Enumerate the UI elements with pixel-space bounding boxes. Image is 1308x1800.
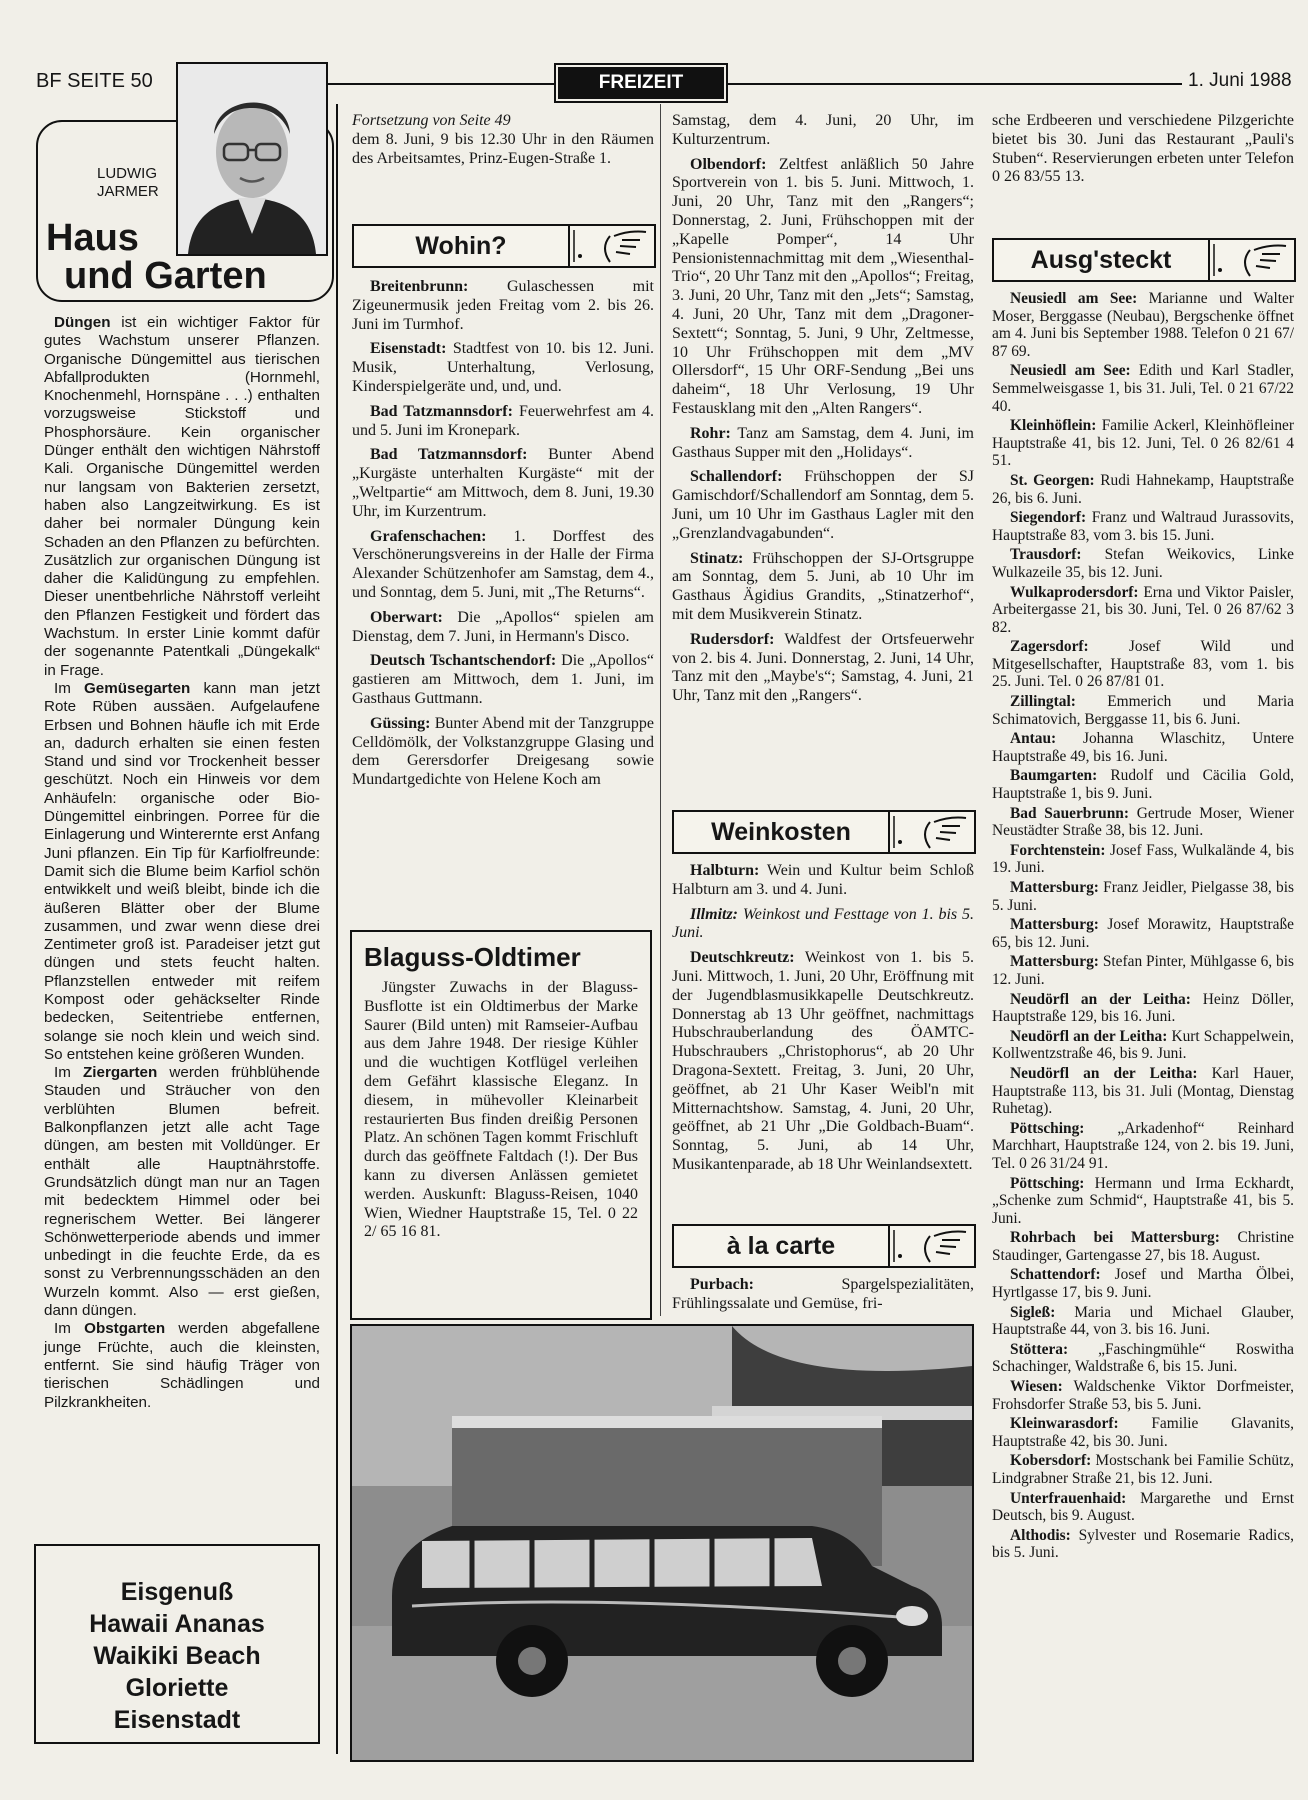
listing-text: Erna und Viktor Paisler, Arbeitergasse 21, bis 30. Juni, Tel. 0 26 87/62 3 82. bbox=[992, 583, 1294, 636]
listing-entry bbox=[672, 949, 974, 1175]
listing-text: Frühschoppen der SJ Gamischdorf/Schallendorf am Sonntag, dem 5. Juni, um 10 Uhr im Gasthaus Lagler mit den „Grenzlandvagabunden“. bbox=[672, 468, 974, 542]
col2-rule bbox=[660, 104, 661, 1316]
paragraph-run: werden abgefallene junge Früchte, auch die kleinsten, entfernt. Sie sind häufig Träger von tierischen Schädlingen und Pilzkrankheiten. bbox=[44, 1320, 320, 1411]
listing-text: Sylvester und Rosemarie Radics, bis 5. Juni. bbox=[992, 1526, 1294, 1562]
listing-text: Die „Apollos“ spielen am Dienstag, dem 7. Juni, in Hermann's Disco. bbox=[352, 608, 654, 645]
paragraph-run: Gemüsegarten bbox=[83, 679, 191, 697]
listing-place: Mattersburg: bbox=[1010, 916, 1099, 934]
listing-entry bbox=[992, 1175, 1294, 1228]
listing-place: Eisenstadt: bbox=[370, 340, 447, 358]
listing-text: Margarethe und Ernst Deutsch, bis 9. August. bbox=[992, 1489, 1294, 1525]
listing-text: Heinz Döller, Hauptstraße 129, bis 16. Juni. bbox=[992, 990, 1294, 1026]
listing-place: Purbach: bbox=[690, 1276, 754, 1293]
eisgenuss-ad bbox=[34, 1544, 320, 1744]
garden-paragraph bbox=[44, 1064, 320, 1320]
listing-place: Althodis: bbox=[1010, 1526, 1071, 1544]
listing-text: Stefan Pinter, Mühlgasse 6, bis 12. Juni. bbox=[992, 953, 1294, 988]
listing-entry bbox=[992, 1490, 1294, 1525]
listing-place: Rudersdorf: bbox=[690, 630, 775, 648]
col4-top bbox=[992, 112, 1294, 187]
listing-entry bbox=[352, 528, 654, 603]
listing-entry bbox=[672, 425, 974, 463]
listing-entry bbox=[992, 1341, 1294, 1376]
listing-place: Sigleß: bbox=[1010, 1303, 1056, 1321]
listing-entry bbox=[672, 862, 974, 900]
listing-entry bbox=[672, 631, 974, 706]
listing-entry bbox=[992, 1304, 1294, 1339]
listing-place: Bad Sauerbrunn: bbox=[1010, 804, 1129, 822]
ausgsteckt-list bbox=[992, 290, 1294, 1564]
section-label bbox=[558, 67, 724, 99]
oldtimer-bus-photo bbox=[352, 1326, 972, 1760]
listing-entry bbox=[352, 652, 654, 708]
listing-text: Hermann und Irma Eckhardt, „Schenke zum Schmid“, Hauptstraße 41, bis 5. Juni. bbox=[992, 1174, 1294, 1227]
paragraph-run: kann man jetzt Rote Rüben aussäen. Aufgelaufene Erbsen und Bohnen häufle ich mit Erde an, dadurch erhalten sie einen festen Stand und sind vor Trockenheit besser geschützt. Noch ein Hinweis vor dem Anhäufeln: organische oder Bio-Düngemittel einbringen. Porree für die Einlagerung und Winterernte erst Anfang Juni pflanzen. Ein Tip für Karfiolfreunde: Damit sich die Blume beim Karfiol schön entwikkelt und weiß bleibt, binde ich die äußeren Blätter ober der Blume zusammen, und zwar wenn diese drei Zentimeter groß ist. Paradeiser jetzt gut düngen und stets feucht halten. Pflanzstellen entweder mit reifem Kompost oder gehäckselter Rinde bedecken, Seitentriebe entfernen, solange sie noch klein und weich sind. So entstehen keine größeren Wunden. bbox=[44, 679, 320, 1063]
author-portrait-icon bbox=[178, 64, 326, 254]
listing-text: Kurt Schappelwein, Kollwentzstraße 46, bis 9. Juni. bbox=[992, 1027, 1294, 1063]
listing-text: Die „Apollos“ gastieren am Mittwoch, dem 1. Juni, im Gasthaus Guttmann. bbox=[352, 652, 654, 707]
ad-line: Hawaii Ananas bbox=[89, 1610, 265, 1638]
listing-entry bbox=[992, 1229, 1294, 1264]
haus-garten-paragraphs bbox=[44, 314, 320, 1412]
listing-place: Rohr: bbox=[690, 424, 731, 442]
listing-entry bbox=[352, 403, 654, 441]
listing-place: Neudörfl an der Leitha: bbox=[1010, 1064, 1198, 1082]
listing-text: Spargelspezialitäten, Frühlingssalate und Gemüse, fri- bbox=[672, 1276, 974, 1312]
listing-place: Neusiedl am See: bbox=[1010, 362, 1131, 380]
blaguss-title: Blaguss-Oldtimer bbox=[364, 942, 581, 972]
continued-note bbox=[352, 112, 654, 168]
listing-text: Wein und Kultur beim Schloß Halbturn am 3. und 4. Juni. bbox=[672, 862, 974, 898]
listing-entry bbox=[672, 112, 974, 150]
author-first-name: LUDWIG bbox=[97, 165, 157, 182]
continued-from: Fortsetzung von Seite 49 bbox=[352, 112, 511, 129]
listing-text: Franz Jeidler, Pielgasse 38, bis 5. Juni. bbox=[992, 879, 1294, 914]
listing-place: Mattersburg: bbox=[1010, 953, 1099, 971]
paragraph-run: Im bbox=[54, 679, 84, 697]
ad-line: Gloriette bbox=[125, 1674, 229, 1702]
listing-entry bbox=[992, 1452, 1294, 1487]
listing-entry bbox=[992, 1266, 1294, 1301]
weinkosten-list bbox=[672, 862, 974, 1181]
paragraph-run: Im bbox=[54, 1320, 85, 1338]
header-rule-left bbox=[326, 83, 558, 85]
pointing-hand-icon bbox=[1210, 240, 1294, 280]
paragraph-run: Düngen bbox=[54, 314, 111, 331]
listing-entry bbox=[992, 1120, 1294, 1173]
listing-text: Josef Wild und Mitgesellschafter, Hauptstraße 83, vom 1. bis 25. Juni. Tel. 0 26 87/81 01. bbox=[992, 638, 1294, 691]
listing-entry bbox=[352, 609, 654, 647]
listing-place: St. Georgen: bbox=[1010, 471, 1095, 489]
author-last-name: JARMER bbox=[97, 183, 159, 200]
col1-rule bbox=[336, 104, 338, 1754]
listing-place: Bad Tatzmannsdorf: bbox=[370, 402, 513, 420]
listing-place: Breitenbrunn: bbox=[370, 278, 469, 295]
listing-place: Antau: bbox=[1010, 730, 1057, 748]
listing-entry bbox=[992, 1378, 1294, 1413]
pointing-hand-icon bbox=[570, 226, 654, 266]
listing-text: Franz und Waltraud Jurassovits, Hauptstraße 83, vom 3. bis 15. Juni. bbox=[992, 509, 1294, 544]
listing-text: „Faschingmühle“ Roswitha Schachinger, Waldstraße 6, bis 15. Juni. bbox=[992, 1340, 1294, 1376]
header-rule-right bbox=[728, 83, 1182, 85]
listing-text: Stadtfest von 10. bis 12. Juni. Musik, Unterhaltung, Verlosung, Kinderspielgeräte und, und, und. bbox=[352, 340, 654, 395]
wohin-list bbox=[352, 278, 654, 796]
listing-text: Stefan Weikovics, Linke Wulkazeile 35, bis 12. Juni. bbox=[992, 546, 1294, 581]
listing-text: Bunter Abend „Kurgäste unterhalten Kurgäste“ mit der „Weltpartie“ am Mittwoch, dem 8. Juni, 19.30 Uhr, im Kurzentrum. bbox=[352, 446, 655, 520]
listing-text: Christine Staudinger, Gartengasse 27, bis 18. August. bbox=[992, 1229, 1294, 1264]
listing-entry bbox=[992, 953, 1294, 988]
listing-place: Güssing: bbox=[370, 714, 431, 732]
listing-entry bbox=[992, 1415, 1294, 1450]
listing-entry bbox=[992, 472, 1294, 507]
ad-line: Eisenstadt bbox=[113, 1706, 241, 1734]
intro-text: dem 8. Juni, 9 bis 12.30 Uhr in den Räumen des Arbeitsamtes, Prinz-Eugen-Straße 1. bbox=[352, 130, 654, 167]
listing-entry bbox=[352, 715, 654, 790]
listing-place: Deutsch Tschantschendorf: bbox=[370, 652, 557, 670]
listing-entry bbox=[992, 693, 1294, 728]
listing-place: Kleinhöflein: bbox=[1010, 417, 1097, 435]
listing-text: Karl Hauer, Hauptstraße 113, bis 31. Juli (Montag, Dienstag Ruhetag). bbox=[992, 1064, 1294, 1118]
garden-paragraph bbox=[44, 680, 320, 1064]
column-title-line1: Haus bbox=[46, 217, 139, 259]
listing-entry bbox=[992, 767, 1294, 802]
paragraph-run: ist ein wichtiger Faktor für gutes Wachstum unserer Pflanzen. Organische Düngemittel aus tierischen Abfallprodukten (Hornmehl, Knochenmehl, Hornspäne . . .) enthalten vorzugsweise Stickstoff und Phosphorsäure. Kein organischer Dünger enthält den wichtigen Nährstoff Kali. Organische Düngemittel werden nur langsam von Bakterien zersetzt, haben also Langzeitwirkung. Es ist daher bei normaler Düngung kein Schaden an den Pflanzen zu befürchten. Zusätzlich zur organischen Düngung ist daher die Kalidüngung zu empfehlen. Dieser unentbehrliche Nährstoff verleiht den Pflanzen Festigkeit und fördert das Wachstum. In erster Linie kommt dafür der sogenannte Patentkali „Düngekalk“ in Frage. bbox=[44, 314, 320, 679]
listing-entry bbox=[672, 1276, 974, 1314]
page-number: BF SEITE 50 bbox=[36, 70, 153, 92]
listing-place: Wiesen: bbox=[1010, 1378, 1063, 1396]
listing-place: Kobersdorf: bbox=[1010, 1452, 1092, 1470]
listing-text: Gulaschessen mit Zigeunermusik jeden Freitag vom 2. bis 26. Juni im Turmhof. bbox=[352, 278, 654, 333]
listing-text: Tanz am Samstag, dem 4. Juni, im Gasthaus Supper mit den „Holidays“. bbox=[672, 424, 974, 461]
listing-text: Edith und Karl Stadler, Semmelweisgasse 1, bis 31. Juli, Tel. 0 21 67/22 40. bbox=[992, 362, 1294, 415]
listing-place: Neudörfl an der Leitha: bbox=[1010, 990, 1191, 1008]
listing-text: Weinkost und Festtage von 1. bis 5. Juni. bbox=[672, 905, 974, 942]
listing-entry bbox=[992, 546, 1294, 581]
listing-place: Zagersdorf: bbox=[1010, 638, 1089, 656]
listing-entry bbox=[992, 584, 1294, 637]
listing-text: Josef und Martha Ölbei, Hyrtlgasse 17, bis 9. Juni. bbox=[992, 1266, 1294, 1302]
listing-text: Frühschoppen der SJ-Ortsgruppe am Sonntag, dem 5. Juni, ab 10 Uhr im Gasthaus Ägidius Grandits, „Stinatzerhof“, mit dem Musikverein Stinatz. bbox=[672, 549, 974, 623]
listing-text: Gertrude Moser, Wiener Neustädter Straße 38, bis 12. Juni. bbox=[992, 804, 1294, 840]
garden-paragraph bbox=[44, 1320, 320, 1411]
listing-entry bbox=[992, 1028, 1294, 1063]
listing-place: Pöttsching: bbox=[1010, 1119, 1085, 1137]
listing-entry bbox=[352, 446, 654, 521]
listing-text: Mostschank bei Familie Schütz, Lindgrabner Straße 21, bis 12. Juni. bbox=[992, 1452, 1294, 1487]
wohin-title: Wohin? bbox=[354, 226, 570, 266]
listing-text: Johanna Wlaschitz, Untere Hauptstraße 49, bis 16. Juni. bbox=[992, 730, 1294, 765]
listing-entry bbox=[992, 879, 1294, 914]
listing-place: Neusiedl am See: bbox=[1010, 290, 1138, 307]
issue-date: 1. Juni 1988 bbox=[1188, 70, 1292, 91]
col4-top-text: sche Erdbeeren und verschiedene Pilzgerichte bietet bis 30. Juni das Restaurant „Pauli's Stuben“. Reservierungen erbeten unter Telefon 0 26 83/55 13. bbox=[992, 112, 1294, 186]
listing-entry bbox=[992, 290, 1294, 360]
wohin-heading bbox=[352, 224, 656, 268]
alacarte-list bbox=[672, 1276, 974, 1320]
listing-place: Wulkaprodersdorf: bbox=[1010, 583, 1139, 601]
listing-place: Mattersburg: bbox=[1010, 879, 1099, 896]
listing-place: Stinatz: bbox=[690, 549, 744, 567]
ausgsteckt-heading bbox=[992, 238, 1296, 282]
section-label-text: FREIZEIT bbox=[598, 72, 684, 93]
listing-entry bbox=[992, 916, 1294, 951]
listing-place: Schallendorf: bbox=[690, 468, 783, 486]
listing-text: Rudi Hahnekamp, Hauptstraße 26, bis 6. Juni. bbox=[992, 471, 1295, 507]
listing-text: Samstag, dem 4. Juni, 20 Uhr, im Kulturzentrum. bbox=[672, 112, 974, 148]
pointing-hand-icon bbox=[890, 812, 974, 852]
listing-text: Rudolf und Cäcilia Gold, Hauptstraße 1, bis 9. Juni. bbox=[992, 767, 1294, 803]
listing-place: Baumgarten: bbox=[1010, 767, 1098, 785]
listing-text: Weinkost von 1. bis 5. Juni. Mittwoch, 1. Juni, 20 Uhr, Eröffnung mit der Jugendblasmusikkapelle Deutschkreutz. Donnerstag ab 13 Uhr geöffnet, nachmittags Hubschrauberlandung des ÖAMTC-Hubschraubers „Christophorus“, ab 20 Uhr Dragona-Sextett. Freitag, 3. Juni, 20 Uhr, geöffnet, ab 21 Uhr Kaser Weibl'n mit Mitternachtshow. Samstag, 4. Juni, 20 Uhr, geöffnet, ab 21 Uhr „Die Goldbach-Buam“. Sonntag, 5. Juni, ab 14 Uhr, Musikantenparade, ab 18 Uhr Weinlandsextett. bbox=[672, 949, 974, 1173]
column-title-line2: und Garten bbox=[64, 255, 267, 297]
listing-entry bbox=[352, 278, 654, 334]
listing-entry bbox=[672, 550, 974, 625]
listing-text: Josef Morawitz, Hauptstraße 65, bis 12. Juni. bbox=[992, 916, 1294, 951]
listing-entry bbox=[992, 1065, 1294, 1118]
author-photo bbox=[176, 62, 328, 256]
listing-text: Emmerich und Maria Schimatovich, Berggasse 11, bis 6. Juni. bbox=[992, 693, 1294, 728]
listing-entry bbox=[672, 906, 974, 944]
listing-place: Oberwart: bbox=[370, 608, 443, 626]
col3-top-list bbox=[672, 112, 974, 712]
listing-place: Schattendorf: bbox=[1010, 1266, 1101, 1284]
weinkosten-heading bbox=[672, 810, 976, 854]
listing-entry bbox=[672, 156, 974, 419]
ausgsteckt-title: Ausg'steckt bbox=[994, 240, 1210, 280]
bus-photo bbox=[350, 1324, 974, 1762]
listing-place: Siegendorf: bbox=[1010, 509, 1087, 527]
listing-text: Maria und Michael Glauber, Hauptstraße 44, von 3. bis 16. Juni. bbox=[992, 1303, 1294, 1339]
listing-text: Zeltfest anläßlich 50 Jahre Sportverein von 1. bis 5. Juni. Mittwoch, 1. Juni, 20 Uhr, Tanz mit den „Rangers“; Donnerstag, 2. Juni, Frühschoppen mit der „Kapelle Pomper“, 14 Uhr Pensionistennachmittag mit dem „Wiesenthal-Trio“, 20 Uhr Tanz mit den „Apollos“; Freitag, 3. Juni, 20 Uhr, Tanz mit den „Jets“; Samstag, 4. Juni, 20 Uhr, Tanz mit dem „Dragoner-Sextett“; Sonntag, 5. Juni, 9 Uhr, Zeltmesse, 10 Uhr Frühschoppen mit dem „MV Ollersdorf“, 15 Uhr ORF-Sendung „Bei uns daheim“, 18 Uhr Verlosung, 19 Uhr Festausklang mit den „Alten Rangers“. bbox=[672, 155, 974, 417]
weinkosten-title: Weinkosten bbox=[674, 812, 890, 852]
haus-garten-body bbox=[44, 314, 320, 1412]
listing-place: Trausdorf: bbox=[1010, 546, 1082, 564]
listing-text: Waldfest der Ortsfeuerwehr von 2. bis 4. Juni. Donnerstag, 2. Juni, 14 Uhr, Tanz mit den „Maybe's“; Samstag, 4. Juni, 21 Uhr, Tanz mit den „Rangers“. bbox=[672, 630, 974, 705]
paragraph-run: Im bbox=[54, 1064, 83, 1082]
listing-place: Forchtenstein: bbox=[1010, 841, 1106, 859]
listing-entry bbox=[352, 340, 654, 396]
listing-place: Unterfrauenhaid: bbox=[1010, 1489, 1127, 1507]
listing-place: Rohrbach bei Mattersburg: bbox=[1010, 1229, 1220, 1247]
listing-place: Olbendorf: bbox=[690, 155, 767, 173]
listing-text: Feuerwehrfest am 4. und 5. Juni im Kronepark. bbox=[352, 402, 655, 439]
ad-line: Eisgenuß bbox=[120, 1578, 234, 1606]
listing-place: Illmitz: bbox=[690, 905, 739, 923]
listing-place: Grafenschachen: bbox=[370, 527, 487, 545]
garden-paragraph bbox=[44, 314, 320, 680]
listing-text: Familie Glavanits, Hauptstraße 42, bis 30. Juni. bbox=[992, 1415, 1294, 1450]
listing-text: „Arkadenhof“ Reinhard Marchhart, Hauptstraße 124, von 2. bis 19. Juni, Tel. 0 26 31/24 91. bbox=[992, 1119, 1294, 1172]
listing-text: Familie Ackerl, Kleinhöfleiner Hauptstraße 41, bis 12. Juni, Tel. 0 26 82/61 4 51. bbox=[992, 417, 1294, 470]
listing-text: Bunter Abend mit der Tanzgruppe Celldömölk, der Volkstanzgruppe Glasing und dem Gerersdorfer Dreigesang sowie Mundartgedichte von Helene Koch am bbox=[352, 714, 654, 789]
listing-entry bbox=[992, 842, 1294, 877]
listing-place: Stöttera: bbox=[1010, 1340, 1069, 1358]
listing-place: Kleinwarasdorf: bbox=[1010, 1415, 1119, 1433]
listing-text: Marianne und Walter Moser, Berggasse (Neubau), Bergschenke öffnet am 4. Juni bis September 1988. Telefon 0 21 67/ 87 69. bbox=[992, 290, 1294, 360]
listing-entry bbox=[672, 468, 974, 543]
listing-place: Zillingtal: bbox=[1010, 693, 1076, 711]
listing-entry bbox=[992, 638, 1294, 691]
listing-entry bbox=[992, 362, 1294, 415]
blaguss-text: Jüngster Zuwachs in der Blaguss-Busflotte ist ein Oldtimerbus der Marke Saurer (Bild unten) mit Ramseier-Aufbau aus dem Jahre 1948. Der riesige Kühler und die wuchtigen Kotflügel verleihen dem Gefährt klassische Eleganz. In diesem, in mühevoller Kleinarbeit restaurierten Bus finden dreißig Personen Platz. An schönen Tagen kommt Frischluft durch das geöffnete Faltdach (!). Der Bus kann zu diversen Anlässen gemietet werden. Auskunft: Blaguss-Reisen, 1040 Wien, Wiedner Hauptstraße 15, Tel. 0 22 2/ 65 16 81. bbox=[364, 979, 638, 1241]
alacarte-heading bbox=[672, 1224, 976, 1268]
paragraph-run: Obstgarten bbox=[84, 1320, 166, 1338]
listing-place: Pöttsching: bbox=[1010, 1174, 1085, 1192]
listing-entry bbox=[992, 509, 1294, 544]
listing-entry bbox=[992, 805, 1294, 840]
blaguss-box bbox=[350, 930, 652, 1320]
listing-text: Josef Fass, Wulkalände 4, bis 19. Juni. bbox=[992, 841, 1294, 877]
listing-place: Halbturn: bbox=[690, 862, 760, 879]
listing-place: Neudörfl an der Leitha: bbox=[1010, 1027, 1168, 1045]
alacarte-title: à la carte bbox=[674, 1226, 890, 1266]
listing-place: Bad Tatzmannsdorf: bbox=[370, 446, 528, 464]
paragraph-run: Ziergarten bbox=[83, 1064, 158, 1082]
ad-line: Waikiki Beach bbox=[93, 1642, 261, 1670]
listing-place: Deutschkreutz: bbox=[690, 949, 795, 967]
paragraph-run: werden frühblühende Stauden und Sträucher von den verblühten Blumen befreit. Balkonpflanzen jetzt alle acht Tage düngen, am besten mit Volldünger. Er enthält alle Hauptnährstoffe. Grundsätzlich düngt man nur an Tagen mit bedecktem Himmel oder bei regnerischem Wetter. Bei längerer Schönwetterperiode abends und immer unbedingt in die feuchte Erde, da es sonst zu Verbrennungsschäden an den Wurzeln kommt. Also — erst gießen, dann düngen. bbox=[44, 1064, 321, 1320]
listing-entry bbox=[992, 730, 1294, 765]
listing-entry bbox=[992, 417, 1294, 470]
listing-text: 1. Dorffest des Verschönerungsvereins in der Halle der Firma Alexander Schützenhofer am Samstag, dem 4., und Sonntag, dem 5. Juni, mit „The Returns“. bbox=[352, 527, 654, 601]
listing-entry bbox=[992, 1527, 1294, 1562]
listing-text: Waldschenke Viktor Dorfmeister, Frohsdorfer Straße 53, bis 5. Juni. bbox=[992, 1378, 1294, 1413]
listing-entry bbox=[992, 991, 1294, 1026]
pointing-hand-icon bbox=[890, 1226, 974, 1266]
